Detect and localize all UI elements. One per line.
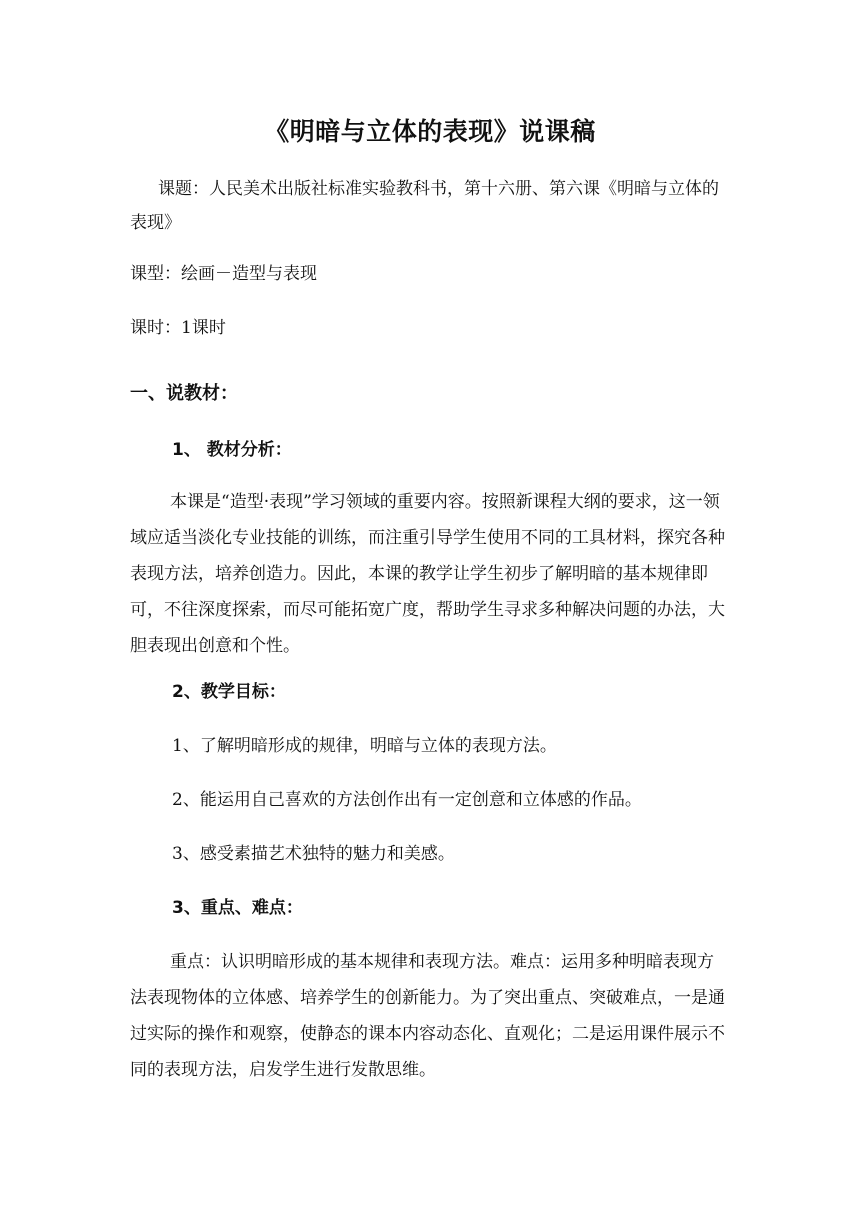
subheading-teaching-goals: 2、教学目标： [172,682,286,702]
subheading-key-points: 3、重点、难点： [172,898,303,918]
key-points-paragraph: 重点：认识明暗形成的基本规律和表现方法。难点：运用多种明暗表现方法表现物体的立体感、培养学生的创新能力。为了突出重点、突破难点，一是通过实际的操作和观察，使静态的课本内容动态化、直观化；二是运用课件展示不同的表现方法，启发学生进行发散思维。 [130,952,725,1080]
lesson-type-line: 课型：绘画－造型与表现 [130,264,317,284]
material-analysis-paragraph: 本课是“造型·表现”学习领域的重要内容。按照新课程大纲的要求，这一领域应适当淡化专业技能的训练，而注重引导学生使用不同的工具材料，探究各种表现方法，培养创造力。因此，本课的教学让学生初步了解明暗的基本规律即可，不往深度探索，而尽可能拓宽广度，帮助学生寻求多种解决问题的办法，大胆表现出创意和个性。 [130,492,725,656]
lesson-hours-line: 课时：1课时 [130,318,226,338]
document-title: 《明暗与立体的表现》说课稿 [264,117,596,146]
section-heading-teaching-material: 一、说教材： [130,383,238,404]
goal-item-3: 3、感受素描艺术独特的魅力和美感。 [172,844,455,864]
subheading-material-analysis: 1、 教材分析： [172,440,292,460]
goal-item-1: 1、了解明暗形成的规律，明暗与立体的表现方法。 [172,736,557,756]
topic-paragraph: 课题：人民美术出版社标准实验教科书，第十六册、第六课《明暗与立体的表现》 [130,179,719,233]
goal-item-2: 2、能运用自己喜欢的方法创作出有一定创意和立体感的作品。 [172,790,642,810]
